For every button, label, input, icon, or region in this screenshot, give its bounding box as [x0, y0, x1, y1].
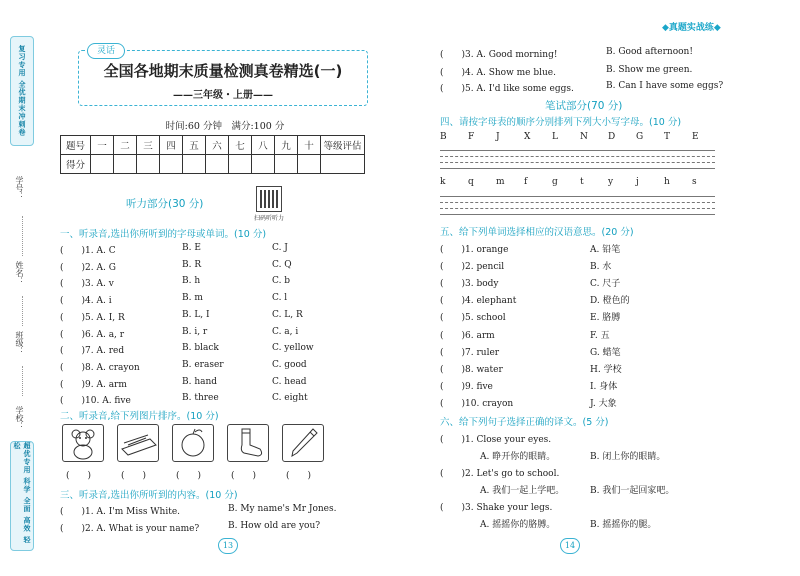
- letter: F: [468, 132, 475, 142]
- pen-icon: [282, 424, 324, 462]
- meaning-option: A. 铅笔: [590, 245, 621, 255]
- cell: 七: [229, 136, 252, 155]
- answer-blank[interactable]: ( ): [231, 471, 257, 481]
- listening-title: 听力部分(30 分): [126, 198, 204, 210]
- option-a: ( )2. A. What is your name?: [60, 524, 200, 534]
- list-item: ( )8. water: [440, 364, 503, 375]
- score-cell[interactable]: [298, 155, 321, 174]
- cell: 三: [137, 136, 160, 155]
- writing-line: [440, 156, 715, 157]
- option-b: B. E: [182, 243, 201, 253]
- list-item: B. Good afternoon!: [606, 47, 693, 57]
- list-item: [228, 521, 320, 531]
- letter: X: [524, 132, 531, 142]
- option-b: B. three: [182, 393, 219, 404]
- page-number-right: 14: [560, 538, 580, 554]
- writing-line: [440, 168, 715, 169]
- section4-title: 四、请按字母表的顺序分别排列下列大小写字母。(10 分): [440, 117, 682, 128]
- list-item: ( )10. A. five: [60, 396, 131, 407]
- answer-blank[interactable]: ( ): [121, 471, 147, 481]
- writing-line: [440, 162, 715, 163]
- list-item: ( )6. A. a, r: [60, 329, 125, 340]
- option-b: B. hand: [182, 376, 218, 387]
- list-item: ( )10. crayon: [440, 398, 514, 409]
- meaning-option: G. 蜡笔: [590, 347, 621, 358]
- letter: L: [552, 132, 558, 142]
- section1-title: 一、听录音,选出你所听到的字母或单词。(10 分): [60, 229, 267, 240]
- list-item: ( )6. arm: [440, 330, 495, 341]
- list-item: B. Can I have some eggs?: [606, 81, 724, 91]
- writing-line: [440, 208, 715, 209]
- meaning-option: C. 尺子: [590, 279, 621, 290]
- section5-title: 五、给下列单词选择相应的汉语意思。(20 分): [440, 227, 634, 238]
- option-b: B. R: [182, 259, 202, 270]
- list-item: ( )9. five: [440, 381, 493, 392]
- section6-title: 六、给下列句子选择正确的译文。(5 分): [440, 417, 609, 428]
- cell: 十: [298, 136, 321, 155]
- list-item: ( )5. school: [440, 313, 506, 324]
- list-item: ( )1. A. C: [60, 246, 116, 256]
- letter: G: [636, 132, 644, 142]
- school-label: 学校：: [15, 406, 24, 430]
- page-number-left: 13: [218, 538, 238, 554]
- score-cell[interactable]: [275, 155, 298, 174]
- letter: k: [440, 177, 446, 187]
- cell: 四: [160, 136, 183, 155]
- writing-line: [440, 214, 715, 215]
- qr-code-icon[interactable]: [256, 186, 282, 212]
- name-label: 姓名：: [15, 261, 24, 285]
- list-item: ( )2. A. G: [60, 262, 116, 273]
- option-c: C. l: [272, 293, 288, 304]
- option-c: C. b: [272, 276, 291, 287]
- answer-blank[interactable]: ( ): [176, 471, 202, 481]
- list-item: ( )1. orange: [440, 245, 509, 255]
- score-cell[interactable]: [183, 155, 206, 174]
- score-cell[interactable]: [114, 155, 137, 174]
- option-b: B. i, r: [182, 326, 208, 337]
- writing-line: [440, 150, 715, 151]
- list-item: ( )4. A. Show me blue.: [440, 68, 556, 78]
- list-item: ( )9. A. arm: [60, 379, 127, 390]
- score-cell[interactable]: [160, 155, 183, 174]
- option-c: C. good: [272, 359, 307, 370]
- list-item: ( )3. A. v: [60, 279, 114, 290]
- list-item: ( )7. ruler: [440, 347, 500, 358]
- answer-blank[interactable]: ( ): [286, 471, 312, 481]
- badge: 灵话: [87, 43, 125, 59]
- letter: q: [468, 177, 474, 187]
- list-item: B. Show me green.: [606, 65, 693, 75]
- page-title: 全国各地期末质量检测真卷精选(一): [103, 62, 343, 80]
- pencil-box-icon: [117, 424, 159, 462]
- option-c: C. head: [272, 376, 307, 387]
- option-b: B. black: [182, 343, 219, 354]
- letter: N: [580, 132, 588, 142]
- score-cell[interactable]: [137, 155, 160, 174]
- letter: y: [608, 177, 614, 187]
- option-c: C. J: [272, 243, 288, 253]
- option-b: B. eraser: [182, 359, 224, 370]
- divider: [22, 366, 23, 396]
- option-b: B. 闭上你的眼睛。: [590, 452, 666, 462]
- option-b: B. 摇摇你的腿。: [590, 520, 657, 530]
- sock-icon: [227, 424, 269, 462]
- option-b: B. My name's Mr Jones.: [228, 504, 337, 514]
- sidebar-bottom-tag: 超优专用 科学 全面 高效 轻松: [10, 441, 34, 551]
- list-item: ( )8. A. crayon: [60, 362, 140, 373]
- letter: h: [664, 177, 670, 187]
- answer-blank[interactable]: ( ): [66, 471, 92, 481]
- list-item: ( )3. A. Good morning!: [440, 50, 558, 60]
- writing-line: [440, 196, 715, 197]
- qr-label: 扫码听听力: [254, 215, 285, 222]
- option-b: B. 我们一起回家吧。: [590, 486, 675, 496]
- meaning-option: J. 大象: [590, 398, 617, 409]
- cell: 得分: [61, 155, 91, 174]
- list-item: ( )4. A. i: [60, 296, 112, 307]
- sidebar-top-tag: 复习专用 全优期末冲刺卷: [10, 36, 34, 146]
- letter: j: [636, 177, 639, 187]
- cell: 六: [206, 136, 229, 155]
- section3-title: 三、听录音,选出你所听到的内容。(10 分): [60, 490, 238, 501]
- writing-line: [440, 202, 715, 203]
- divider: [22, 296, 23, 326]
- list-item: [228, 504, 336, 514]
- option-b: B. How old are you?: [228, 521, 321, 531]
- cell: 五: [183, 136, 206, 155]
- letter: B: [440, 132, 447, 142]
- list-item: ( )4. elephant: [440, 296, 517, 307]
- letter: t: [580, 177, 584, 187]
- cell: 题号: [61, 136, 91, 155]
- apple-icon: [172, 424, 214, 462]
- letter: E: [692, 132, 699, 142]
- option-b: B. m: [182, 293, 203, 304]
- meaning-option: F. 五: [590, 330, 610, 341]
- score-cell[interactable]: [321, 155, 365, 174]
- list-item: ( )5. A. I, R: [60, 312, 125, 323]
- meaning-option: D. 橙色的: [590, 296, 630, 307]
- written-title: 笔试部分(70 分): [545, 100, 623, 112]
- meaning-option: I. 身体: [590, 381, 618, 392]
- list-item: ( )7. A. red: [60, 346, 125, 357]
- option-a: ( )1. A. I'm Miss White.: [60, 507, 181, 517]
- cell: 二: [114, 136, 137, 155]
- score-table-header: [61, 136, 365, 155]
- page-subtitle: ——三年级・上册——: [173, 90, 273, 101]
- list-item: [60, 504, 180, 517]
- option-a: A. 我们一起上学吧。: [480, 486, 565, 496]
- cell: 一: [91, 136, 114, 155]
- letter: f: [524, 177, 528, 187]
- cell: 等级评估: [321, 136, 365, 155]
- list-item: ( )1. Close your eyes.: [440, 435, 552, 445]
- class-label: 班级：: [15, 331, 24, 355]
- letter: J: [496, 132, 500, 142]
- score-cell[interactable]: [206, 155, 229, 174]
- score-cell[interactable]: [91, 155, 114, 174]
- header-label: ◆真题实战练◆: [662, 23, 721, 33]
- option-c: C. a, i: [272, 326, 299, 337]
- list-item: ( )2. pencil: [440, 262, 505, 273]
- option-c: C. L, R: [272, 309, 303, 320]
- list-item: ( )5. A. I'd like some eggs.: [440, 84, 574, 94]
- letter: s: [692, 177, 697, 187]
- teddy-bear-icon: [62, 424, 104, 462]
- letter: m: [496, 177, 505, 187]
- list-item: ( )3. Shake your legs.: [440, 503, 553, 513]
- meaning-option: H. 学校: [590, 364, 622, 375]
- score-cell[interactable]: [229, 155, 252, 174]
- option-b: B. L, I: [182, 309, 210, 320]
- section2-title: 二、听录音,给下列图片排序。(10 分): [60, 411, 219, 422]
- option-c: C. eight: [272, 393, 308, 404]
- option-a: A. 摇摇你的胳膊。: [480, 520, 556, 530]
- letter: T: [664, 132, 671, 142]
- cell: 八: [252, 136, 275, 155]
- student-id-label: 学号：: [15, 176, 24, 200]
- meaning-option: B. 水: [590, 262, 612, 273]
- meaning-option: E. 胳膊: [590, 313, 621, 324]
- letter: g: [552, 177, 558, 187]
- option-a: A. 睁开你的眼睛。: [480, 452, 556, 462]
- cell: 九: [275, 136, 298, 155]
- list-item: ( )2. Let's go to school.: [440, 469, 560, 479]
- sidebar: [10, 36, 34, 556]
- uppercase-letters: [440, 132, 715, 146]
- list-item: ( )3. body: [440, 279, 499, 290]
- letter: D: [608, 132, 616, 142]
- option-c: C. Q: [272, 259, 292, 270]
- score-cell[interactable]: [252, 155, 275, 174]
- list-item: [60, 521, 199, 534]
- score-table: [60, 135, 365, 174]
- option-b: B. h: [182, 276, 201, 287]
- lowercase-letters: [440, 177, 715, 191]
- time-info: 时间:60 分钟 满分:100 分: [165, 121, 285, 132]
- divider: [22, 216, 23, 256]
- option-c: C. yellow: [272, 343, 314, 354]
- score-table-row: [61, 155, 365, 174]
